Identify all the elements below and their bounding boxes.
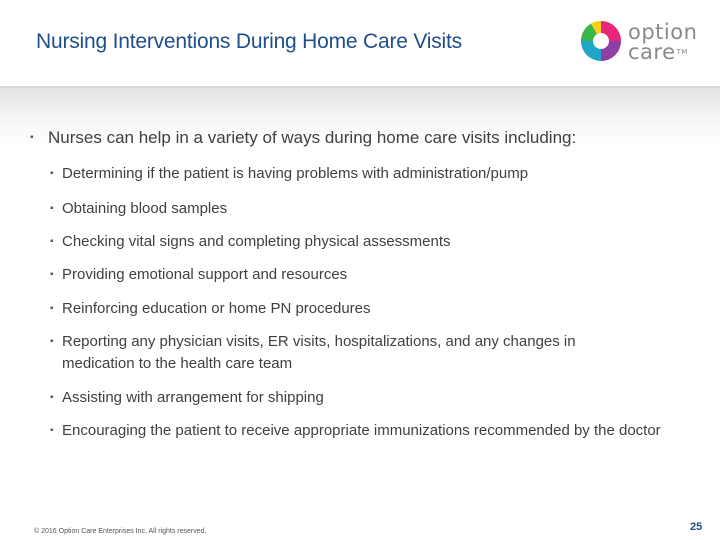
logo-word-option: option [628, 20, 698, 44]
list-item [50, 331, 632, 375]
list-item-text: Providing emotional support and resources [62, 266, 348, 283]
copyright-footer: © 2016 Option Care Enterprises Inc. All rights reserved. [34, 528, 207, 535]
list-item [50, 163, 662, 185]
list-item-text: Reinforcing education or home PN procedures [62, 300, 371, 317]
list-item [50, 387, 662, 409]
bullet-icon: ▪ [50, 236, 54, 247]
list-item-text: Reporting any physician visits, ER visits, hospitalizations, and any changes in medication to the health care team [62, 333, 576, 372]
bullet-icon: ▪ [50, 392, 54, 403]
slide-content [0, 88, 720, 540]
bullet-icon: ▪ [50, 303, 54, 314]
bullet-icon: ▪ [50, 425, 54, 436]
list-item [50, 264, 662, 286]
list-item-text: Assisting with arrangement for shipping [62, 389, 324, 406]
list-item-text: Encouraging the patient to receive appropriate immunizations recommended by the doctor [62, 422, 661, 439]
bullet-icon: ▪ [50, 269, 54, 280]
logo-wordmark [628, 22, 697, 62]
list-item-text: Obtaining blood samples [62, 200, 228, 217]
bullet-icon: ▪ [50, 168, 54, 179]
list-item [50, 298, 662, 320]
slide-header [0, 0, 720, 88]
logo-word-care [628, 42, 697, 62]
page-number: 25 [690, 521, 703, 533]
list-item [50, 198, 662, 220]
logo-trademark: TM [676, 48, 688, 56]
bullet-icon: ▪ [30, 132, 34, 143]
list-item [50, 231, 662, 253]
bullet-icon: ▪ [50, 336, 54, 347]
option-care-logo [578, 16, 698, 72]
list-item-text: Checking vital signs and completing physical assessments [62, 233, 451, 250]
list-item [50, 420, 667, 442]
logo-word-care-text: care [628, 40, 676, 64]
bullet-icon: ▪ [50, 203, 54, 214]
logo-mark-icon [578, 18, 624, 64]
intro-text: Nurses can help in a variety of ways during home care visits including: [48, 128, 577, 147]
list-item-text: Determining if the patient is having problems with administration/pump [62, 165, 529, 182]
slide-title: Nursing Interventions During Home Care Visits [36, 30, 462, 53]
